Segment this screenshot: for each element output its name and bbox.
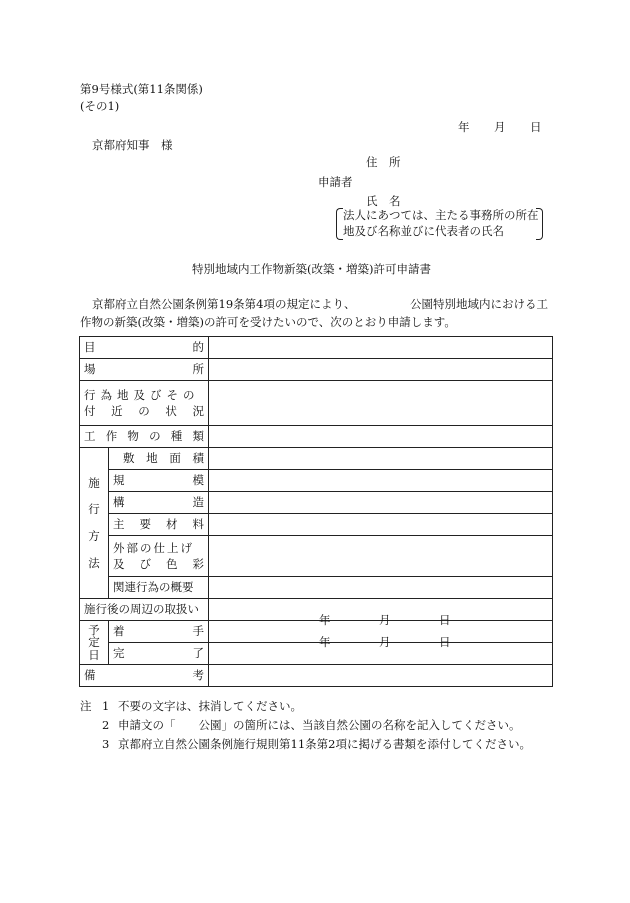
- label-char: 場: [84, 362, 96, 377]
- finish-field[interactable]: [209, 536, 553, 577]
- end-date-field[interactable]: [209, 635, 553, 665]
- label-char: 施: [88, 475, 100, 490]
- label-char: 方: [88, 529, 100, 543]
- label-char: 造: [192, 495, 204, 510]
- label-char: 行: [88, 502, 100, 517]
- addressee: 京都府知事 様: [92, 138, 173, 152]
- day-label: 日: [439, 613, 451, 627]
- label-char: 着: [113, 624, 125, 639]
- row-end: [80, 643, 553, 665]
- applicant-label: 申請者: [318, 175, 353, 189]
- purpose-field[interactable]: [209, 337, 553, 359]
- label-char: 面: [169, 451, 181, 466]
- form-number: 第9号様式(第11条関係): [80, 82, 203, 96]
- label-char: 工: [84, 429, 96, 444]
- row-structure: [80, 492, 553, 514]
- body-line1-b: 公園特別地域内における工: [410, 297, 548, 311]
- label-char: 及: [113, 556, 125, 571]
- label-char: 材: [165, 517, 178, 532]
- place-field[interactable]: [209, 359, 553, 381]
- label-finish: [109, 536, 209, 577]
- month-label: 月: [379, 635, 391, 649]
- label-char: び: [139, 556, 151, 571]
- label-char: 考: [192, 668, 204, 683]
- kind-field[interactable]: [209, 426, 553, 448]
- label-char: 定: [88, 635, 100, 650]
- form-sub-number: (その1): [80, 99, 120, 113]
- label-char: 彩: [192, 556, 204, 571]
- label-structure: [109, 492, 209, 514]
- label-schedule: [80, 621, 109, 665]
- label-char: 法: [88, 555, 100, 570]
- address-label: 住 所: [366, 155, 401, 169]
- label-remarks: [80, 665, 209, 687]
- label-line: 行為地及びその: [84, 387, 200, 402]
- corp-note-line2: 地及び名称並びに代表者の氏名: [343, 224, 504, 238]
- note-number: 1: [102, 699, 110, 713]
- row-scale: [80, 470, 553, 492]
- label-place: [80, 359, 209, 381]
- year-label: 年: [319, 613, 331, 627]
- label-char: 規: [113, 473, 125, 488]
- label-char: 作: [105, 429, 118, 444]
- day-label: 日: [439, 635, 451, 649]
- row-kind: [80, 426, 553, 448]
- row-remarks: [80, 665, 553, 687]
- month-label: 月: [379, 613, 391, 627]
- structure-field[interactable]: [209, 492, 553, 514]
- label-char: 的: [192, 340, 204, 355]
- row-after: [80, 599, 553, 621]
- label-method: [80, 448, 109, 599]
- label-char: の: [149, 429, 161, 444]
- label-char: 積: [192, 451, 204, 466]
- row-surroundings: [80, 381, 553, 426]
- label-after: 施行後の周辺の取扱い: [80, 599, 209, 621]
- label-char: 色: [165, 556, 178, 571]
- row-related: [80, 577, 553, 599]
- scale-field[interactable]: [209, 470, 553, 492]
- label-scale: [109, 470, 209, 492]
- label-char: 手: [192, 624, 204, 639]
- label-char: 種: [170, 429, 183, 444]
- date-month-label: 月: [494, 120, 506, 134]
- note-number: 3: [102, 737, 110, 751]
- label-char: 状: [165, 403, 177, 418]
- row-finish: [80, 536, 553, 577]
- label-char: 類: [192, 429, 204, 444]
- label-line: 外部の仕上げ: [113, 540, 195, 555]
- label-char: 敷: [123, 451, 135, 466]
- row-place: [80, 359, 553, 381]
- label-char: 予: [88, 623, 100, 638]
- label-char: 要: [139, 517, 151, 532]
- label-char: 況: [192, 403, 204, 418]
- label-char: 近: [111, 403, 123, 418]
- body-line1-a: 京都府立自然公園条例第19条第4項の規定により、: [92, 297, 356, 311]
- label-surroundings: [80, 381, 209, 426]
- remarks-field[interactable]: [209, 665, 553, 687]
- label-kind: [80, 426, 209, 448]
- application-table: [79, 336, 553, 687]
- label-char: 付: [84, 403, 96, 418]
- notes-label: 注: [80, 699, 92, 713]
- body-line2: 作物の新築(改築・増築)の許可を受けたいので、次のとおり申請します。: [80, 315, 456, 329]
- label-char: 料: [192, 517, 204, 532]
- document-title: 特別地域内工作物新築(改築・増築)許可申請書: [192, 262, 431, 276]
- label-site-area: [109, 448, 209, 470]
- row-purpose: [80, 337, 553, 359]
- label-char: 模: [192, 473, 204, 488]
- date-year-label: 年: [458, 120, 470, 134]
- row-start: [80, 621, 553, 643]
- label-materials: [109, 514, 209, 536]
- label-related: 関連行為の概要: [109, 577, 209, 599]
- surroundings-field[interactable]: [209, 381, 553, 426]
- label-char: 目: [84, 340, 96, 355]
- note-text-1: 不要の文字は、抹消してください。: [118, 699, 302, 713]
- label-char: 物: [127, 429, 139, 444]
- label-char: 主: [113, 517, 125, 532]
- label-char: 地: [146, 451, 158, 466]
- materials-field[interactable]: [209, 514, 553, 536]
- row-site-area: [80, 448, 553, 470]
- year-label: 年: [319, 635, 331, 649]
- label-end: [109, 643, 209, 665]
- left-bracket: [336, 208, 343, 240]
- note-number: 2: [102, 718, 110, 732]
- label-char: 日: [88, 647, 100, 662]
- note-text-2: 申請文の「 公園」の箇所には、当該自然公園の名称を記入してください。: [118, 718, 521, 732]
- label-char: 構: [113, 495, 125, 510]
- label-char: 了: [192, 646, 204, 661]
- label-char: 所: [192, 362, 204, 377]
- label-char: の: [138, 403, 150, 418]
- related-field[interactable]: [209, 577, 553, 599]
- label-purpose: [80, 337, 209, 359]
- site-area-field[interactable]: [209, 448, 553, 470]
- row-materials: [80, 514, 553, 536]
- label-start: [109, 621, 209, 643]
- corp-note-line1: 法人にあつては、主たる事務所の所在: [343, 208, 539, 222]
- label-char: 完: [113, 646, 125, 661]
- note-text-3: 京都府立自然公園条例施行規則第11条第2項に掲げる書類を添付してください。: [118, 737, 531, 751]
- date-day-label: 日: [530, 120, 542, 134]
- name-label: 氏 名: [366, 194, 401, 208]
- label-char: 備: [84, 668, 96, 683]
